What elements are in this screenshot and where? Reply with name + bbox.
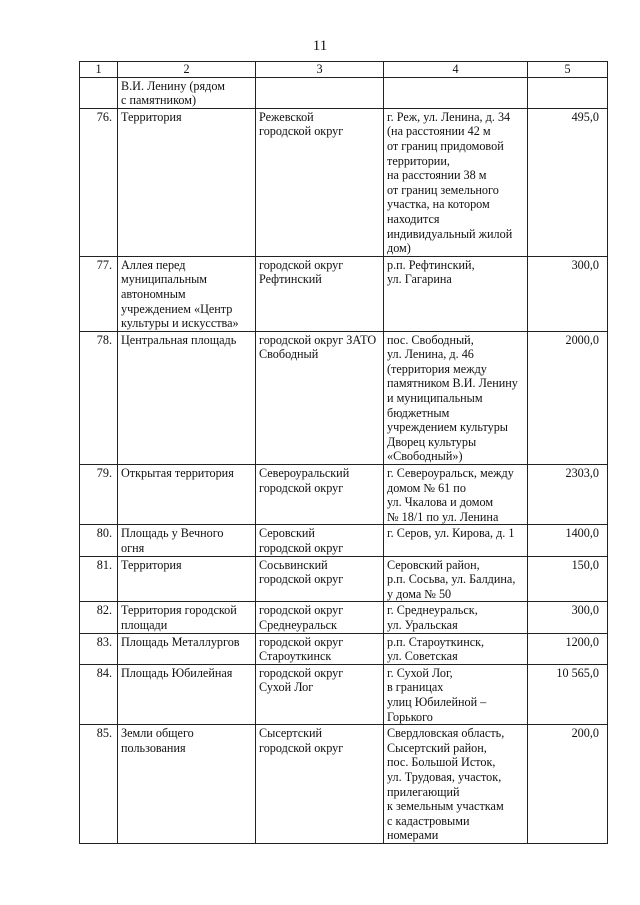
site-name-cell: Территория городской площади (118, 602, 256, 633)
column-header: 2 (118, 62, 256, 78)
district-cell: Режевской городской округ (256, 108, 384, 256)
site-name-cell: Открытая территория (118, 465, 256, 525)
table-row (80, 108, 608, 256)
site-name-cell: Площадь у Вечного огня (118, 525, 256, 556)
row-number-cell: 77. (80, 256, 118, 331)
table-row (80, 465, 608, 525)
area-cell: 300,0 (528, 256, 608, 331)
row-number-cell: 76. (80, 108, 118, 256)
area-cell: 10 565,0 (528, 664, 608, 724)
table-row (80, 525, 608, 556)
area-cell: 1400,0 (528, 525, 608, 556)
district-cell: городской округ Среднеуральск (256, 602, 384, 633)
area-cell: 200,0 (528, 725, 608, 844)
row-number-cell: 83. (80, 633, 118, 664)
table-row (80, 331, 608, 464)
site-name-cell: Территория (118, 556, 256, 602)
table-header-row (80, 62, 608, 78)
area-cell: 300,0 (528, 602, 608, 633)
district-cell: Североуральский городской округ (256, 465, 384, 525)
table-row (80, 556, 608, 602)
table-row (80, 602, 608, 633)
address-cell: г. Серов, ул. Кирова, д. 1 (384, 525, 528, 556)
table-row (80, 725, 608, 844)
address-cell: г. Реж, ул. Ленина, д. 34 (на расстоянии 42 м от границ придомовой территории, на расстоянии 38 м от границ земельного участка, на котором находится индивидуальный жилой дом) (384, 108, 528, 256)
district-cell (256, 77, 384, 108)
site-name-cell: В.И. Ленину (рядом с памятником) (118, 77, 256, 108)
address-cell: Свердловская область, Сысертский район, пос. Большой Исток, ул. Трудовая, участок, прилегающий к земельным участкам с кадастровыми номерами (384, 725, 528, 844)
row-number-cell: 79. (80, 465, 118, 525)
address-cell: г. Среднеуральск, ул. Уральская (384, 602, 528, 633)
site-name-cell: Территория (118, 108, 256, 256)
site-name-cell: Площадь Металлургов (118, 633, 256, 664)
row-number-cell: 81. (80, 556, 118, 602)
table-row (80, 664, 608, 724)
address-cell: пос. Свободный, ул. Ленина, д. 46 (территория между памятником В.И. Ленину и муниципальным бюджетным учреждением культуры Дворец культуры «Свободный») (384, 331, 528, 464)
district-cell: городской округ Сухой Лог (256, 664, 384, 724)
site-name-cell: Аллея перед муниципальным автономным учреждением «Центр культуры и искусства» (118, 256, 256, 331)
area-cell: 150,0 (528, 556, 608, 602)
page-number: 11 (312, 38, 328, 54)
district-cell: городской округ Староуткинск (256, 633, 384, 664)
district-cell: городской округ ЗАТО Свободный (256, 331, 384, 464)
area-cell: 1200,0 (528, 633, 608, 664)
row-number-cell: 78. (80, 331, 118, 464)
document-table (79, 61, 608, 844)
row-number-cell: 85. (80, 725, 118, 844)
table-row (80, 256, 608, 331)
site-name-cell: Центральная площадь (118, 331, 256, 464)
area-cell: 2000,0 (528, 331, 608, 464)
table-row (80, 633, 608, 664)
table-row (80, 77, 608, 108)
district-cell: Сосьвинский городской округ (256, 556, 384, 602)
column-header: 5 (528, 62, 608, 78)
address-cell (384, 77, 528, 108)
district-cell: городской округ Рефтинский (256, 256, 384, 331)
row-number-cell (80, 77, 118, 108)
row-number-cell: 82. (80, 602, 118, 633)
address-cell: г. Сухой Лог, в границах улиц Юбилейной – Горького (384, 664, 528, 724)
district-cell: Сысертский городской округ (256, 725, 384, 844)
area-cell (528, 77, 608, 108)
column-header: 1 (80, 62, 118, 78)
address-cell: р.п. Староуткинск, ул. Советская (384, 633, 528, 664)
district-cell: Серовский городской округ (256, 525, 384, 556)
row-number-cell: 84. (80, 664, 118, 724)
address-cell: р.п. Рефтинский, ул. Гагарина (384, 256, 528, 331)
column-header: 4 (384, 62, 528, 78)
row-number-cell: 80. (80, 525, 118, 556)
area-cell: 495,0 (528, 108, 608, 256)
site-name-cell: Площадь Юбилейная (118, 664, 256, 724)
area-cell: 2303,0 (528, 465, 608, 525)
site-name-cell: Земли общего пользования (118, 725, 256, 844)
column-header: 3 (256, 62, 384, 78)
address-cell: г. Североуральск, между домом № 61 по ул. Чкалова и домом № 18/1 по ул. Ленина (384, 465, 528, 525)
address-cell: Серовский район, р.п. Сосьва, ул. Балдина, у дома № 50 (384, 556, 528, 602)
